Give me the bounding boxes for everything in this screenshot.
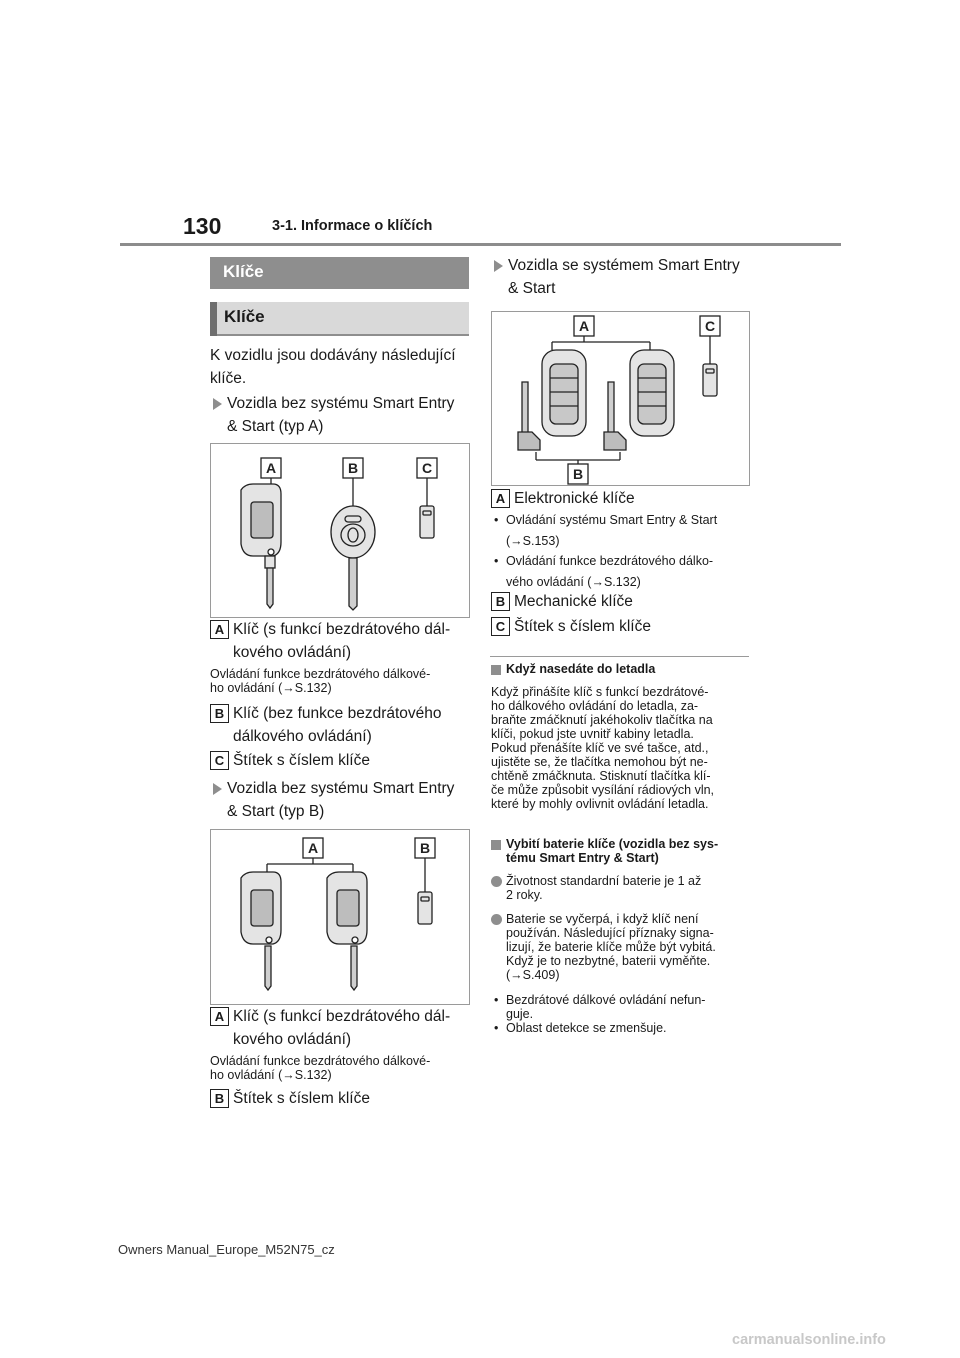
smart-keys-illustration (492, 312, 749, 485)
fig3-tag-c: C (704, 318, 716, 334)
fig1-tag-a: A (265, 460, 277, 476)
figure-keys-type-a (210, 443, 470, 618)
note-a2: Ovládání funkce bezdrátového dálkové- ho ovládání (→S.132) (210, 1054, 431, 1082)
label-c1: C Štítek s číslem klíče (210, 749, 495, 772)
a3-detail-2: • Ovládání funkce bezdrátového dálko- vého ovládání (→S.132) (494, 551, 764, 593)
battery-drain-item: Baterie se vyčerpá, i když klíč není používán. Následující příznaky signa- lizují, že baterie klíče může být vybitá. Když je to nezbytné, baterii vyměňte. (→S.409) (491, 912, 768, 982)
label-a3: A Elektronické klíče (491, 487, 776, 510)
page-number: 130 (183, 213, 222, 239)
notes-divider (490, 656, 749, 657)
symptom-1: • Bezdrátové dálkové ovládání nefun- guje. (494, 993, 764, 1021)
tag-b2: B (210, 1089, 229, 1108)
section-band-main-label: Klíče (223, 262, 264, 281)
label-b1: B Klíč (bez funkce bezdrátového dálkového ovládání) (210, 702, 495, 748)
airplane-paragraph: Když přinášíte klíč s funkcí bezdrátové- ho dálkového ovládání do letadla, za- braňte zmáčknutí jakéhokoliv tlačítka na klíči, pokud jste uvnitř kabiny letadla. Pokud přenášíte klíč ve své tašce, atd., ujistěte se, že tlačítka nemohou být ne- chtěně zmáčknuta. Stisknutí tlačítka klí- če může způsobit vysílání rádiových vln, které by mohly ovlivnit ovládání letadla. (491, 685, 715, 811)
intro-text: K vozidlu jsou dodávány následující klíče. (210, 347, 456, 387)
watermark: carmanualsonline.info (732, 1332, 886, 1348)
tag-b1: B (210, 704, 229, 723)
keys-type-a-illustration (211, 444, 469, 617)
section-band-sub (210, 302, 469, 336)
header-divider (120, 243, 841, 246)
tag-a2: A (210, 1007, 229, 1026)
figure-smart-keys (491, 311, 750, 486)
fig3-tag-a: A (578, 318, 590, 334)
tag-b3: B (491, 592, 510, 611)
a3-detail-1: • Ovládání systému Smart Entry & Start (→S.153) (494, 510, 764, 552)
fig2-tag-a: A (307, 840, 319, 856)
label-b2: B Štítek s číslem klíče (210, 1087, 495, 1110)
footer-text: Owners Manual_Europe_M52N75_cz (118, 1242, 335, 1257)
fig1-tag-b: B (347, 460, 359, 476)
label-a2: A Klíč (s funkcí bezdrátového dál- kového ovládání) (210, 1005, 495, 1051)
fig1-tag-c: C (421, 460, 433, 476)
battery-life-item: Životnost standardní baterie je 1 až 2 roky. (491, 874, 768, 902)
section-title: 3-1. Informace o klíčích (272, 218, 433, 234)
variant-c-heading: Vozidla se systémem Smart Entry & Start (491, 254, 770, 300)
symptom-2: • Oblast detekce se zmenšuje. (494, 1021, 764, 1035)
variant-b-heading: Vozidla bez systému Smart Entry & Start (typ B) (210, 777, 489, 823)
tag-a3: A (491, 489, 510, 508)
heading-battery: Vybití baterie klíče (vozidla bez sys- tému Smart Entry & Start) (491, 837, 768, 865)
label-b3: B Mechanické klíče (491, 590, 776, 613)
variant-a-heading: Vozidla bez systému Smart Entry & Start (typ A) (210, 392, 489, 438)
tag-c3: C (491, 617, 510, 636)
tag-c1: C (210, 751, 229, 770)
label-a1: A Klíč (s funkcí bezdrátového dál- kového ovládání) (210, 618, 495, 664)
section-band-main (210, 257, 469, 289)
figure-keys-type-b (210, 829, 470, 1005)
keys-type-b-illustration (211, 830, 469, 1004)
note-a1: Ovládání funkce bezdrátového dálkové- ho ovládání (→S.132) (210, 667, 431, 695)
section-band-sub-label: Klíče (224, 307, 265, 326)
fig3-tag-b: B (572, 466, 584, 482)
fig2-tag-b: B (419, 840, 431, 856)
tag-a1: A (210, 620, 229, 639)
label-c3: C Štítek s číslem klíče (491, 615, 776, 638)
heading-airplane: Když nasedáte do letadla (491, 662, 768, 676)
